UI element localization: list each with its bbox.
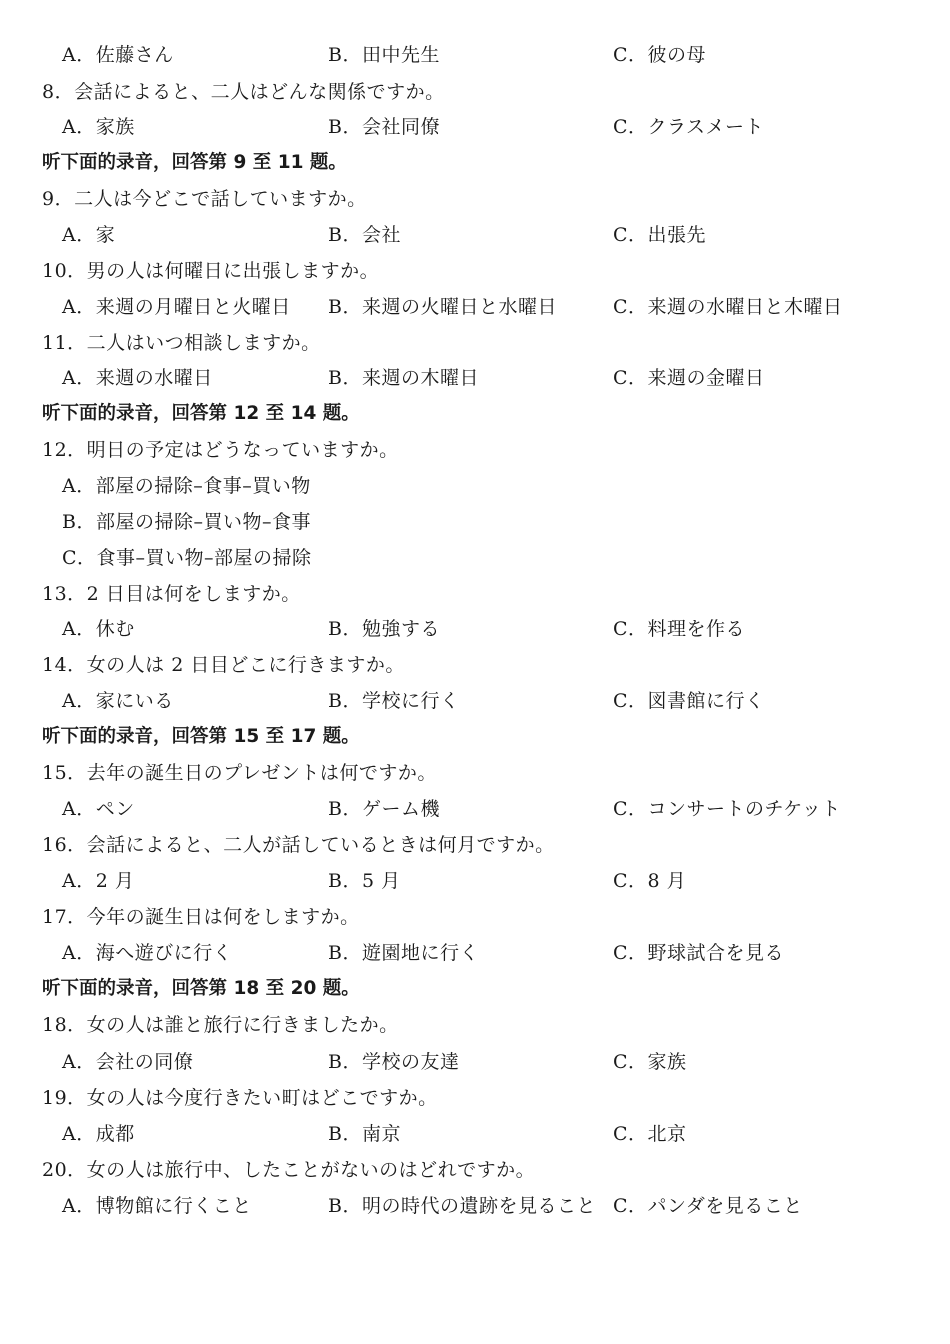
options-row-q17	[0, 935, 950, 971]
option-a: A．佐藤さん	[62, 44, 174, 66]
option-b: B．会社同僚	[328, 116, 440, 138]
option-a: A．来週の水曜日	[62, 367, 213, 389]
option-a: A．会社の同僚	[62, 1051, 194, 1073]
option-a: A．成都	[62, 1123, 135, 1145]
question-text: 16．会話によると、二人が話しているときは何月ですか。	[42, 834, 555, 856]
option-b: B．南京	[328, 1123, 401, 1145]
section-instruction-12-14	[0, 396, 950, 432]
option-b: B．5 月	[328, 870, 401, 892]
question-text: 10．男の人は何曜日に出張しますか。	[42, 260, 380, 282]
question-13	[0, 576, 950, 612]
section-heading: 听下面的录音，回答第 12 至 14 题。	[42, 403, 360, 424]
option-b: B．遊園地に行く	[328, 942, 479, 964]
options-row-q18	[0, 1044, 950, 1080]
options-row-q11	[0, 360, 950, 396]
option-b: B．学校の友達	[328, 1051, 460, 1073]
options-row-q14	[0, 683, 950, 719]
question-text: 20．女の人は旅行中、したことがないのはどれですか。	[42, 1159, 536, 1181]
options-row-q19	[0, 1116, 950, 1152]
option-c-row-q12	[0, 540, 950, 576]
section-instruction-15-17	[0, 719, 950, 755]
option-a-row-q12	[0, 468, 950, 504]
option-a: A．部屋の掃除–食事–買い物	[62, 475, 311, 497]
question-text: 19．女の人は今度行きたい町はどこですか。	[42, 1087, 438, 1109]
option-a: A．家族	[62, 116, 135, 138]
question-text: 14．女の人は 2 日目どこに行きますか。	[42, 654, 405, 676]
option-c: C．食事–買い物–部屋の掃除	[62, 547, 312, 569]
option-c: C．コンサートのチケット	[613, 798, 841, 820]
option-c: C．北京	[613, 1123, 687, 1145]
question-text: 17．今年の誕生日は何をしますか。	[42, 906, 360, 928]
option-b: B．会社	[328, 224, 401, 246]
option-a: A．博物館に行くこと	[62, 1195, 252, 1217]
question-text: 12．明日の予定はどうなっていますか。	[42, 439, 399, 461]
option-b: B．部屋の掃除–買い物–食事	[62, 511, 311, 533]
section-instruction-9-11	[0, 145, 950, 181]
option-c: C．来週の金曜日	[613, 367, 765, 389]
option-b: B．勉強する	[328, 618, 440, 640]
options-row-q15	[0, 791, 950, 827]
question-10	[0, 253, 950, 289]
question-18	[0, 1007, 950, 1043]
question-17	[0, 899, 950, 935]
option-c: C．料理を作る	[613, 618, 746, 640]
question-text: 13．2 日目は何をしますか。	[42, 583, 301, 605]
question-11	[0, 325, 950, 361]
option-a: A．海へ遊びに行く	[62, 942, 233, 964]
section-heading: 听下面的录音，回答第 15 至 17 题。	[42, 726, 360, 747]
option-b: B．田中先生	[328, 44, 440, 66]
option-c: C．出張先	[613, 224, 707, 246]
question-text: 9．二人は今どこで話していますか。	[42, 188, 367, 210]
question-12	[0, 432, 950, 468]
options-row-q13	[0, 611, 950, 647]
option-a: A．来週の月曜日と火曜日	[62, 296, 291, 318]
question-text: 11．二人はいつ相談しますか。	[42, 332, 321, 354]
question-text: 18．女の人は誰と旅行に行きましたか。	[42, 1014, 399, 1036]
options-row-q7	[0, 37, 950, 73]
question-8	[0, 74, 950, 110]
section-instruction-18-20	[0, 971, 950, 1007]
option-c: C．クラスメート	[613, 116, 764, 138]
option-c: C．来週の水曜日と木曜日	[613, 296, 843, 318]
option-c: C．彼の母	[613, 44, 707, 66]
option-c: C．パンダを見ること	[613, 1195, 803, 1217]
section-heading: 听下面的录音，回答第 18 至 20 题。	[42, 978, 360, 999]
option-a: A．2 月	[62, 870, 135, 892]
question-14	[0, 647, 950, 683]
options-row-q16	[0, 863, 950, 899]
section-heading: 听下面的录音，回答第 9 至 11 题。	[42, 152, 347, 173]
option-a: A．家にいる	[62, 690, 174, 712]
option-a: A．家	[62, 224, 116, 246]
option-b: B．明の時代の遺跡を見ること	[328, 1195, 596, 1217]
option-c: C．家族	[613, 1051, 687, 1073]
options-row-q8	[0, 109, 950, 145]
option-b: B．学校に行く	[328, 690, 460, 712]
option-c: C．8 月	[613, 870, 687, 892]
question-15	[0, 755, 950, 791]
question-text: 8．会話によると、二人はどんな関係ですか。	[42, 81, 445, 103]
option-b: B．来週の木曜日	[328, 367, 479, 389]
question-16	[0, 827, 950, 863]
question-text: 15．去年の誕生日のプレゼントは何ですか。	[42, 762, 437, 784]
options-row-q20	[0, 1188, 950, 1224]
options-row-q10	[0, 289, 950, 325]
question-20	[0, 1152, 950, 1188]
option-c: C．野球試合を見る	[613, 942, 785, 964]
option-a: A．ペン	[62, 798, 135, 820]
option-b-row-q12	[0, 504, 950, 540]
option-b: B．ゲーム機	[328, 798, 440, 820]
question-19	[0, 1080, 950, 1116]
option-a: A．休む	[62, 618, 135, 640]
question-9	[0, 181, 950, 217]
option-c: C．図書館に行く	[613, 690, 765, 712]
option-b: B．来週の火曜日と水曜日	[328, 296, 557, 318]
options-row-q9	[0, 217, 950, 253]
